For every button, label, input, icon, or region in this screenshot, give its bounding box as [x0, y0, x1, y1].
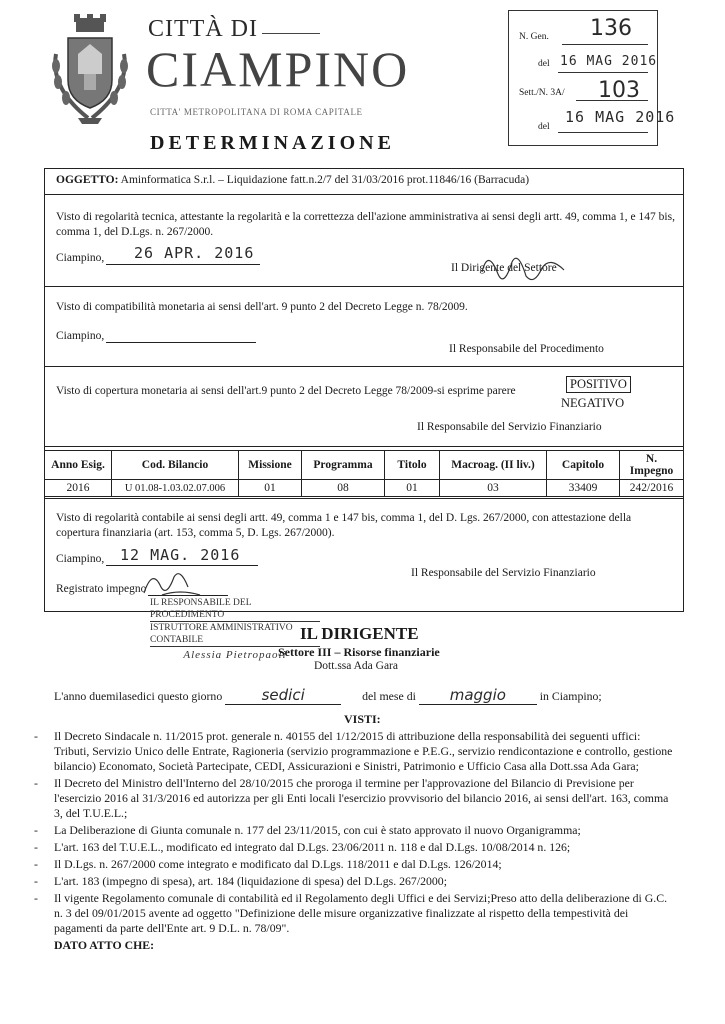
contabile-text: Visto di regolarità contabile ai sensi degli artt. 49, comma 1 e 147 bis, comma 1, del D. Lgs. 267/2000, con attestazione della copertura finanziaria (art. 153, comma 5, D. Lgs. 267/2000).: [56, 512, 632, 539]
col-anno: Anno Esig.: [45, 451, 112, 480]
tecnica-date: 26 APR. 2016: [134, 244, 255, 262]
tecnica-place: Ciampino,: [56, 252, 105, 264]
cell-titolo: 01: [385, 480, 440, 497]
del2-stamp: 16 MAG 2016: [565, 108, 676, 126]
table-row: [45, 480, 684, 497]
stamp-line-2: ISTRUTTORE AMMINISTRATIVO CONTABILE: [150, 622, 320, 647]
ngen-rule: [562, 44, 648, 45]
date-line-p1: L'anno duemilasedici questo giorno: [54, 689, 223, 703]
tecnica-text: Visto di regolarità tecnica, attestante la regolarità e la correttezza dell'azione amministrativa ai sensi degli artt. 49, comma 1, e 147 bis, comma 1, del D.Lgs. n. 267/2000.: [56, 211, 675, 238]
date-line-p2: del mese di: [362, 689, 416, 703]
oggetto-text: Aminformatica S.r.l. – Liquidazione fatt.n.2/7 del 31/03/2016 prot.11846/16 (Barracuda): [120, 174, 530, 186]
city-prefix: CITTÀ DI: [148, 16, 258, 42]
divider-5: [44, 498, 684, 499]
dirigente-settore: Settore III – Risorse finanziarie: [278, 645, 440, 659]
col-capitolo: Capitolo: [547, 451, 620, 480]
cell-missione: 01: [239, 480, 302, 497]
contabile-date: 12 MAG. 2016: [120, 546, 241, 564]
list-item: - L'art. 163 del T.U.E.L., modificato ed integrato dal D.Lgs. 23/06/2011 n. 118 e dal D.Lgs. 10/08/2014 n. 126;: [34, 840, 571, 854]
date-line: [54, 686, 694, 705]
list-item: - Il Decreto del Ministro dell'Interno del 28/10/2015 che proroga il termine per l'approvazione del Bilancio di Previsione per l'esercizio 2016 al 31/3/2016 ed autorizza per gli Enti locali l'esercizio provvisorio del bilancio 2016, ai sensi dell'art. 163, comma 3, del T.U.E.L.;: [34, 776, 669, 820]
cell-cod-bilancio: U 01.08-1.03.02.07.006: [112, 480, 239, 497]
list-item: - Il D.Lgs. n. 267/2000 come integrato e modificato dal D.Lgs. 118/2011 e dal D.Lgs. 126/2014;: [34, 857, 502, 871]
del1-rule: [558, 72, 648, 73]
divider-4: [44, 446, 684, 447]
metro-label: CITTA' METROPOLITANA DI ROMA CAPITALE: [150, 107, 363, 117]
date-line-month: maggio: [419, 686, 537, 705]
del2-rule: [558, 132, 648, 133]
sett-label: Sett./N. 3A/: [519, 88, 565, 98]
list-item: - L'art. 183 (impegno di spesa), art. 184 (liquidazione di spesa) del D.Lgs. 267/2000;: [34, 874, 447, 888]
stamp-line-1: IL RESPONSABILE DEL PROCEDIMENTO: [150, 597, 320, 622]
dato-atto-che: DATO ATTO CHE:: [54, 938, 155, 952]
cell-macroag: 03: [440, 480, 547, 497]
city-coat-of-arms: [48, 14, 132, 126]
compat-place: Ciampino,: [56, 330, 105, 342]
date-line-day: sedici: [225, 686, 341, 705]
header-rule: [262, 33, 320, 34]
tecnica-signer: Il Dirigente del Settore: [451, 262, 557, 274]
sett-value: 103: [598, 78, 640, 103]
compat-signer: Il Responsabile del Procedimento: [449, 343, 604, 355]
del1-stamp: 16 MAG 2016: [560, 54, 658, 69]
city-name: CIAMPINO: [146, 41, 410, 97]
ngen-value: 136: [590, 16, 632, 41]
divider-1: [44, 194, 684, 195]
compat-date-rule: [106, 342, 256, 343]
col-titolo: Titolo: [385, 451, 440, 480]
copertura-signer: Il Responsabile del Servizio Finanziario: [417, 421, 602, 433]
contabile-place: Ciampino,: [56, 553, 105, 565]
budget-table: [44, 450, 684, 497]
copertura-text: Visto di copertura monetaria ai sensi dell'art.9 punto 2 del Decreto Legge 78/2009-si esprime parere: [56, 385, 516, 397]
list-item: - La Deliberazione di Giunta comunale n. 177 del 23/11/2015, con cui è stato approvato il nuovo Organigramma;: [34, 823, 581, 837]
list-item: - Il Decreto Sindacale n. 11/2015 prot. generale n. 40155 del 1/12/2015 di attribuzione della responsabilità dei seguenti uffici: Tributi, Servizio Unico delle Entrate, Ragioneria (servizio programmazione e P.E.G., servizio rendicontazione e controllo, gestione bilancio) Economato, Società Partecipate, CEDI, Assicurazioni e Sinistri, Patrimonio e Ufficio Casa alla Dott.ssa Ada Gara;: [34, 729, 673, 773]
list-item: - Il vigente Regolamento comunale di contabilità ed il Regolamento degli Uffici e dei Servizi;Preso atto della deliberazione di G.C. n. 3 del 09/01/2015 avente ad oggetto "Definizione delle misure organizzative finalizzate al rispetto della tempestività dei pagamenti da parte dell'Ente art. 9 D.L. n. 78/09".: [34, 891, 668, 935]
col-impegno: N. Impegno: [620, 451, 684, 480]
dirigente-name: Dott.ssa Ada Gara: [314, 660, 398, 672]
del1-label: del: [538, 59, 550, 69]
tecnica-date-rule: [106, 264, 260, 265]
col-macroag: Macroag. (II liv.): [440, 451, 547, 480]
ngen-label: N. Gen.: [519, 32, 549, 42]
cell-programma: 08: [302, 480, 385, 497]
visti-title: VISTI:: [344, 712, 381, 726]
cell-anno: 2016: [45, 480, 112, 497]
copertura-positivo: POSITIVO: [566, 376, 631, 393]
budget-header-row: [45, 451, 684, 480]
date-line-p3: in Ciampino;: [539, 689, 602, 703]
stamp-line-3: Alessia Pietropaoli: [183, 649, 287, 661]
divider-3: [44, 366, 684, 367]
doc-type-title: DETERMINAZIONE: [150, 132, 395, 154]
col-programma: Programma: [302, 451, 385, 480]
col-cod-bilancio: Cod. Bilancio: [112, 451, 239, 480]
cell-impegno: 242/2016: [620, 480, 684, 497]
oggetto-row: [56, 174, 676, 186]
contabile-signer: Il Responsabile del Servizio Finanziario: [411, 567, 596, 579]
compat-text: Visto di compatibilità monetaria ai sensi dell'art. 9 punto 2 del Decreto Legge n. 78/2009.: [56, 301, 468, 313]
copertura-negativo: NEGATIVO: [561, 396, 625, 410]
cell-capitolo: 33409: [547, 480, 620, 497]
col-missione: Missione: [239, 451, 302, 480]
sett-rule: [576, 100, 648, 101]
del2-label: del: [538, 122, 550, 132]
visti-list: [34, 729, 674, 936]
dirigente-title: IL DIRIGENTE: [300, 624, 419, 643]
divider-2: [44, 286, 684, 287]
visti-list-container: [34, 729, 674, 953]
registrato-label: Registrato impegno: [56, 583, 147, 595]
oggetto-label: OGGETTO:: [56, 174, 119, 186]
